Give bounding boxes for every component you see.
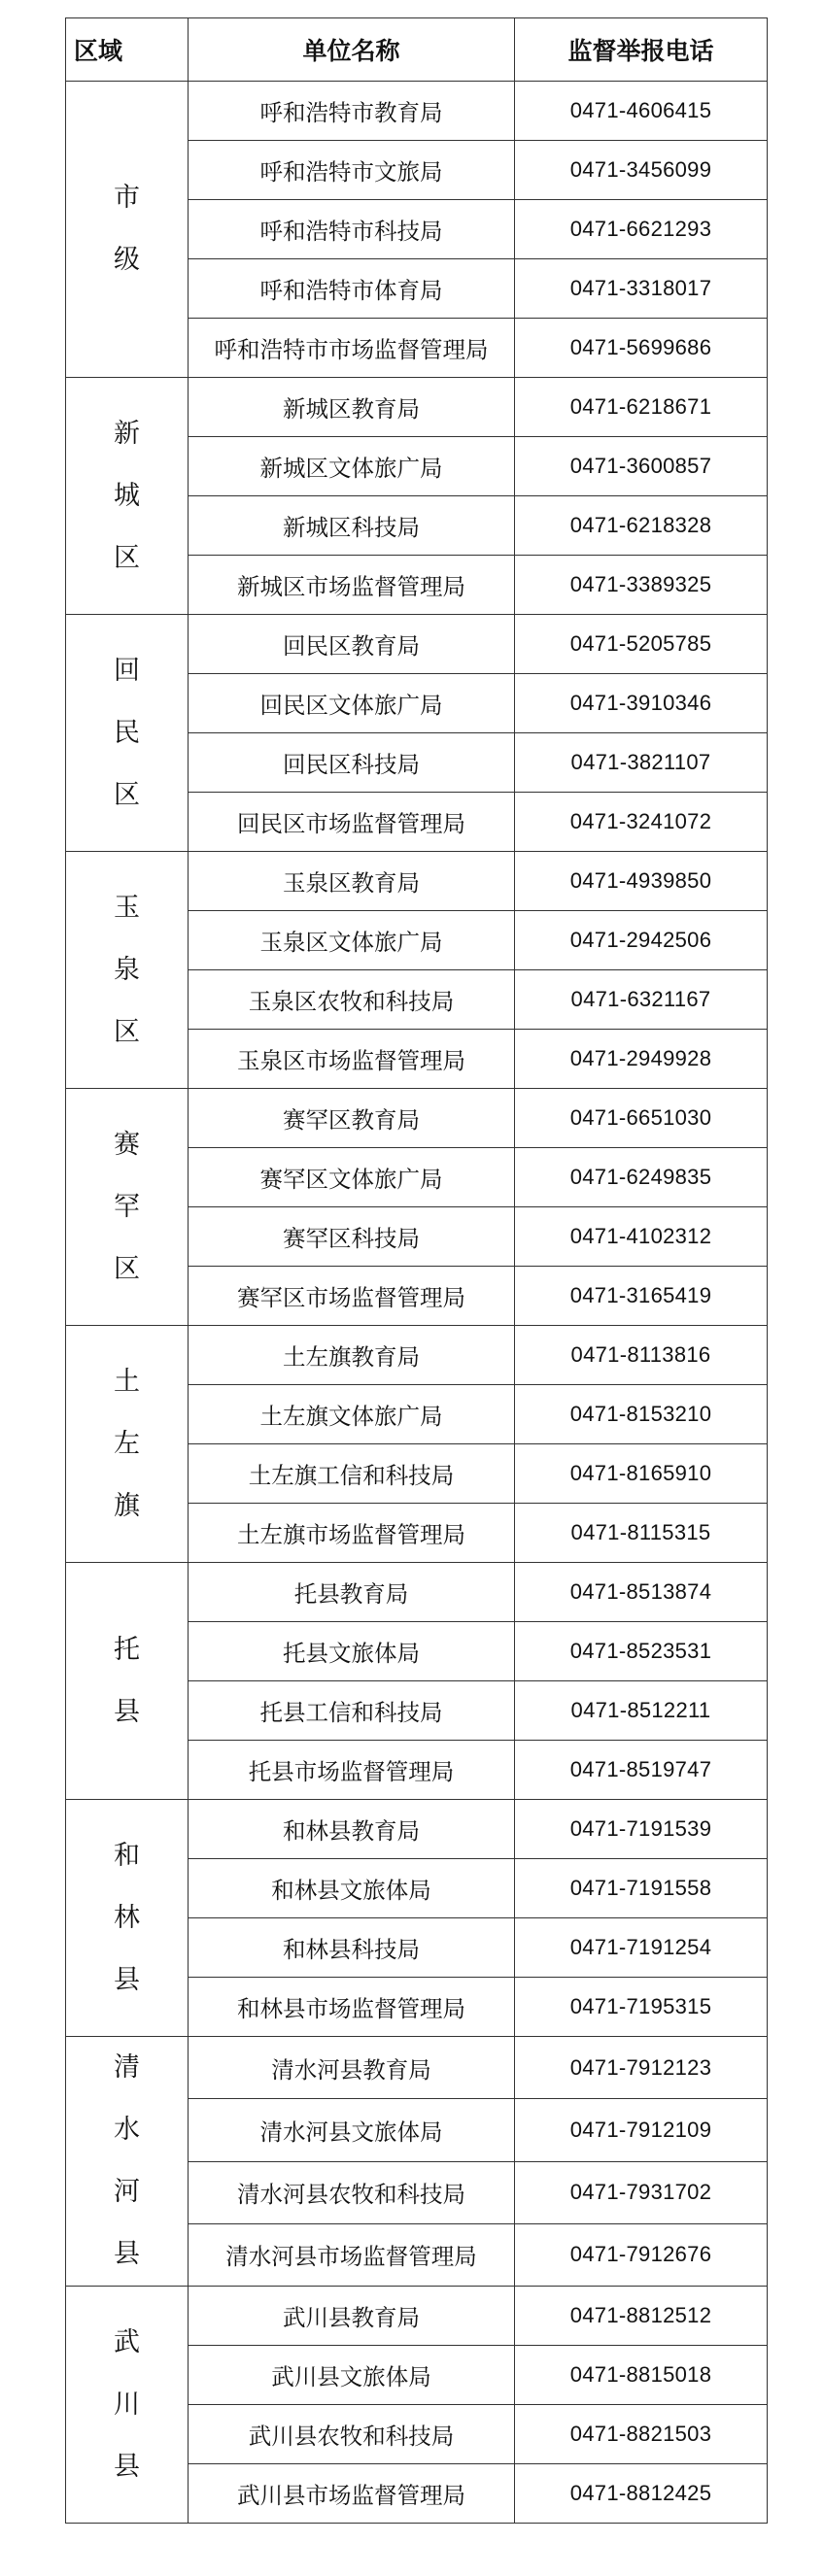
header-phone: 监督举报电话 — [515, 18, 768, 82]
region-cell — [66, 1326, 189, 1563]
phone-cell: 0471-8153210 — [515, 1385, 768, 1444]
region-cell — [66, 378, 189, 615]
phone-cell: 0471-8519747 — [515, 1741, 768, 1800]
table-row — [66, 1326, 768, 1385]
phone-cell: 0471-8165910 — [515, 1444, 768, 1504]
unit-name-cell: 和林县市场监督管理局 — [189, 1978, 515, 2037]
table-row — [66, 2287, 768, 2346]
region-char: 区 — [114, 779, 140, 810]
region-cell — [66, 82, 189, 378]
region-char: 林 — [114, 1902, 140, 1933]
region-cell — [66, 2287, 189, 2524]
unit-name-cell: 清水河县文旅体局 — [189, 2099, 515, 2161]
table-row — [66, 852, 768, 911]
unit-name-cell: 新城区市场监督管理局 — [189, 556, 515, 615]
region-char: 河 — [114, 2177, 140, 2207]
unit-name-cell: 和林县文旅体局 — [189, 1859, 515, 1918]
region-char: 市 — [114, 183, 140, 213]
region-char: 县 — [114, 1696, 140, 1727]
table-body — [66, 82, 768, 2524]
table-row — [66, 1089, 768, 1148]
region-char: 级 — [114, 245, 140, 275]
region-char: 回 — [114, 655, 140, 686]
table-row — [66, 82, 768, 141]
unit-name-cell: 土左旗市场监督管理局 — [189, 1504, 515, 1563]
phone-cell: 0471-5205785 — [515, 615, 768, 674]
unit-name-cell: 赛罕区科技局 — [189, 1207, 515, 1267]
table-row — [66, 1800, 768, 1859]
phone-cell: 0471-4939850 — [515, 852, 768, 911]
region-char: 县 — [114, 1964, 140, 1995]
phone-cell: 0471-6218328 — [515, 496, 768, 556]
phone-cell: 0471-3241072 — [515, 793, 768, 852]
unit-name-cell: 回民区科技局 — [189, 733, 515, 793]
phone-cell: 0471-3389325 — [515, 556, 768, 615]
phone-cell: 0471-7912123 — [515, 2037, 768, 2099]
region-char: 武 — [114, 2326, 140, 2357]
unit-name-cell: 清水河县教育局 — [189, 2037, 515, 2099]
region-cell — [66, 2037, 189, 2287]
table-row — [66, 615, 768, 674]
header-unit: 单位名称 — [189, 18, 515, 82]
region-char: 城 — [114, 480, 140, 511]
table-row — [66, 2037, 768, 2099]
unit-name-cell: 玉泉区文体旅广局 — [189, 911, 515, 970]
table-row — [66, 378, 768, 437]
phone-cell: 0471-2942506 — [515, 911, 768, 970]
phone-cell: 0471-8115315 — [515, 1504, 768, 1563]
phone-cell: 0471-3821107 — [515, 733, 768, 793]
unit-name-cell: 托县文旅体局 — [189, 1622, 515, 1681]
phone-cell: 0471-7191558 — [515, 1859, 768, 1918]
region-cell — [66, 1089, 189, 1326]
region-char: 泉 — [114, 954, 140, 985]
unit-name-cell: 玉泉区农牧和科技局 — [189, 970, 515, 1030]
phone-cell: 0471-7912676 — [515, 2223, 768, 2286]
unit-name-cell: 赛罕区市场监督管理局 — [189, 1267, 515, 1326]
phone-cell: 0471-6321167 — [515, 970, 768, 1030]
phone-cell: 0471-6651030 — [515, 1089, 768, 1148]
region-char: 赛 — [114, 1129, 140, 1160]
unit-name-cell: 呼和浩特市文旅局 — [189, 141, 515, 200]
unit-name-cell: 清水河县农牧和科技局 — [189, 2161, 515, 2223]
unit-name-cell: 武川县农牧和科技局 — [189, 2405, 515, 2464]
phone-cell: 0471-8815018 — [515, 2346, 768, 2405]
phone-cell: 0471-4102312 — [515, 1207, 768, 1267]
phone-cell: 0471-3600857 — [515, 437, 768, 496]
region-char: 川 — [114, 2389, 140, 2420]
region-char: 水 — [114, 2115, 140, 2145]
unit-name-cell: 托县教育局 — [189, 1563, 515, 1622]
region-char: 新 — [114, 418, 140, 449]
unit-name-cell: 赛罕区文体旅广局 — [189, 1148, 515, 1207]
unit-name-cell: 回民区市场监督管理局 — [189, 793, 515, 852]
phone-cell: 0471-3456099 — [515, 141, 768, 200]
unit-name-cell: 武川县教育局 — [189, 2287, 515, 2346]
region-cell — [66, 615, 189, 852]
supervision-phone-table — [65, 17, 768, 2524]
unit-name-cell: 新城区文体旅广局 — [189, 437, 515, 496]
unit-name-cell: 呼和浩特市市场监督管理局 — [189, 319, 515, 378]
unit-name-cell: 呼和浩特市科技局 — [189, 200, 515, 259]
table-row — [66, 1563, 768, 1622]
unit-name-cell: 新城区科技局 — [189, 496, 515, 556]
region-cell — [66, 1563, 189, 1800]
phone-cell: 0471-5699686 — [515, 319, 768, 378]
phone-cell: 0471-7195315 — [515, 1978, 768, 2037]
unit-name-cell: 土左旗工信和科技局 — [189, 1444, 515, 1504]
phone-cell: 0471-7931702 — [515, 2161, 768, 2223]
region-char: 玉 — [114, 892, 140, 923]
unit-name-cell: 武川县文旅体局 — [189, 2346, 515, 2405]
unit-name-cell: 呼和浩特市教育局 — [189, 82, 515, 141]
phone-cell: 0471-8513874 — [515, 1563, 768, 1622]
region-char: 区 — [114, 542, 140, 573]
header-region: 区域 — [66, 18, 189, 82]
unit-name-cell: 托县市场监督管理局 — [189, 1741, 515, 1800]
phone-cell: 0471-7191539 — [515, 1800, 768, 1859]
unit-name-cell: 回民区文体旅广局 — [189, 674, 515, 733]
region-char: 民 — [114, 717, 140, 748]
region-char: 区 — [114, 1016, 140, 1047]
unit-name-cell: 土左旗文体旅广局 — [189, 1385, 515, 1444]
region-char: 托 — [114, 1634, 140, 1665]
unit-name-cell: 和林县教育局 — [189, 1800, 515, 1859]
unit-name-cell: 呼和浩特市体育局 — [189, 259, 515, 319]
unit-name-cell: 新城区教育局 — [189, 378, 515, 437]
region-char: 土 — [114, 1366, 140, 1397]
unit-name-cell: 回民区教育局 — [189, 615, 515, 674]
unit-name-cell: 玉泉区市场监督管理局 — [189, 1030, 515, 1089]
unit-name-cell: 土左旗教育局 — [189, 1326, 515, 1385]
region-char: 罕 — [114, 1191, 140, 1222]
phone-cell: 0471-6249835 — [515, 1148, 768, 1207]
phone-cell: 0471-4606415 — [515, 82, 768, 141]
phone-cell: 0471-3165419 — [515, 1267, 768, 1326]
unit-name-cell: 托县工信和科技局 — [189, 1681, 515, 1741]
phone-cell: 0471-8512211 — [515, 1681, 768, 1741]
region-char: 清 — [114, 2052, 140, 2083]
phone-cell: 0471-3910346 — [515, 674, 768, 733]
region-char: 旗 — [114, 1490, 140, 1521]
phone-cell: 0471-8812425 — [515, 2464, 768, 2524]
unit-name-cell: 清水河县市场监督管理局 — [189, 2223, 515, 2286]
phone-cell: 0471-3318017 — [515, 259, 768, 319]
region-char: 区 — [114, 1253, 140, 1284]
phone-cell: 0471-8821503 — [515, 2405, 768, 2464]
phone-cell: 0471-8812512 — [515, 2287, 768, 2346]
unit-name-cell: 和林县科技局 — [189, 1918, 515, 1978]
unit-name-cell: 赛罕区教育局 — [189, 1089, 515, 1148]
unit-name-cell: 武川县市场监督管理局 — [189, 2464, 515, 2524]
phone-cell: 0471-2949928 — [515, 1030, 768, 1089]
region-cell — [66, 852, 189, 1089]
phone-cell: 0471-8523531 — [515, 1622, 768, 1681]
table-header-row — [66, 18, 768, 82]
unit-name-cell: 玉泉区教育局 — [189, 852, 515, 911]
phone-cell: 0471-6621293 — [515, 200, 768, 259]
region-char: 县 — [114, 2451, 140, 2482]
phone-cell: 0471-8113816 — [515, 1326, 768, 1385]
region-char: 和 — [114, 1840, 140, 1871]
phone-cell: 0471-7191254 — [515, 1918, 768, 1978]
region-char: 县 — [114, 2239, 140, 2269]
phone-cell: 0471-6218671 — [515, 378, 768, 437]
phone-cell: 0471-7912109 — [515, 2099, 768, 2161]
region-char: 左 — [114, 1428, 140, 1459]
region-cell — [66, 1800, 189, 2037]
